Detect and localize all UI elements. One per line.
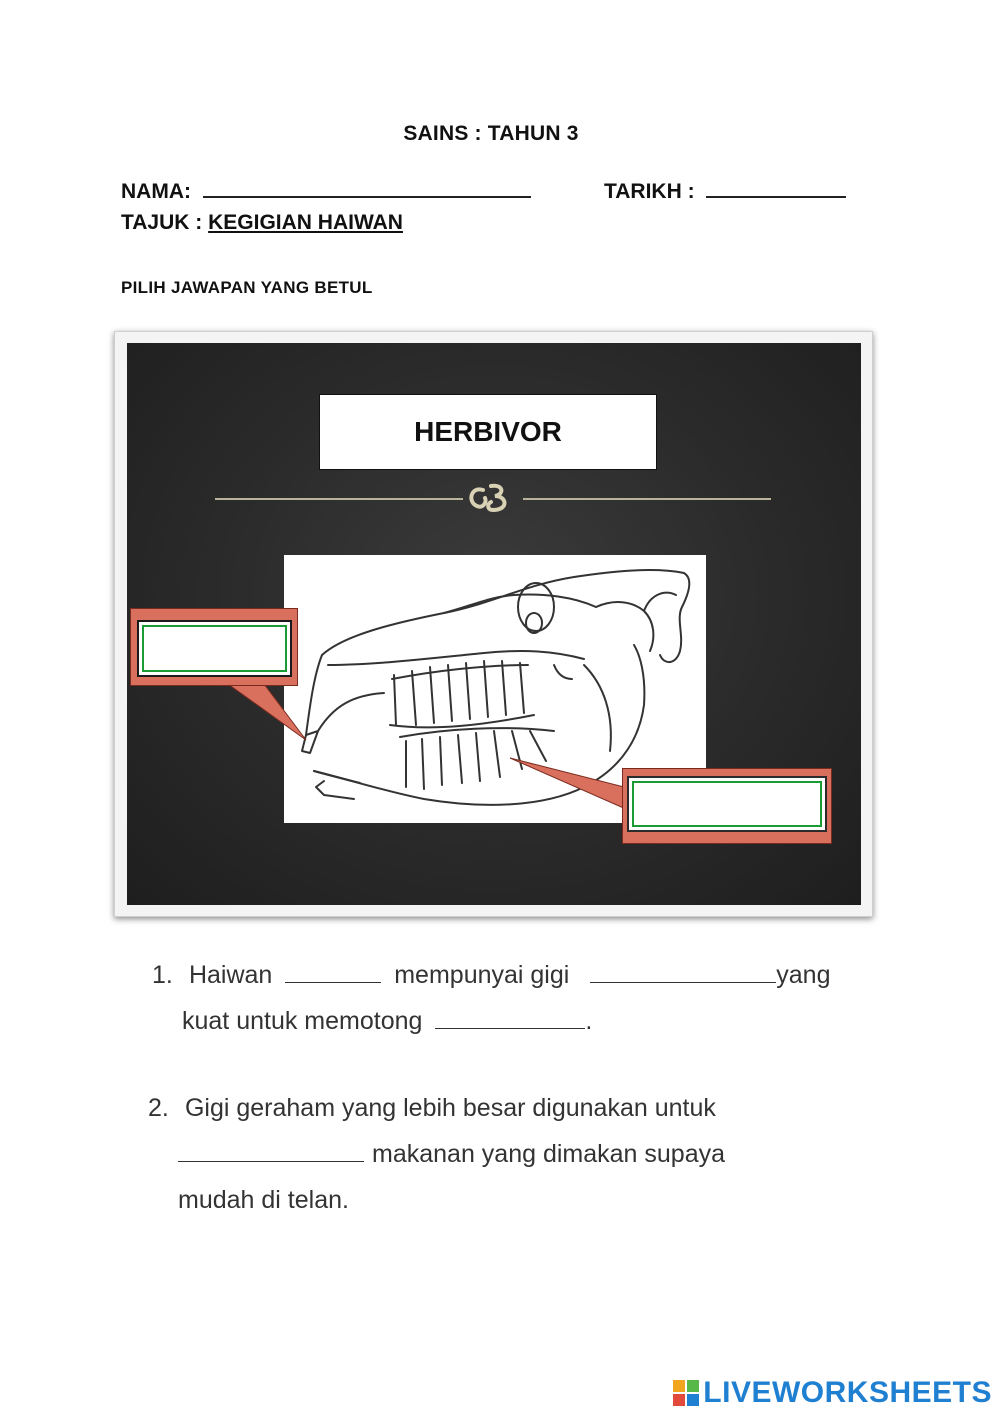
- molar-pointer-icon: [510, 758, 628, 810]
- question-1-number: 1.: [152, 961, 173, 989]
- topic-value: KEGIGIAN HAIWAN: [208, 211, 403, 234]
- question-2-blank-1[interactable]: [178, 1139, 364, 1162]
- question-2-text-c: mudah di telan.: [178, 1186, 349, 1214]
- question-1-blank-2[interactable]: [590, 960, 776, 983]
- liveworksheets-logo-icon: [673, 1380, 699, 1406]
- question-1-text-e: .: [585, 1007, 593, 1035]
- brand-text: LIVEWORKSHEETS: [703, 1376, 992, 1409]
- question-1: [152, 952, 912, 1044]
- question-2-line-3: [148, 1177, 908, 1223]
- question-1-text-b: mempunyai gigi: [394, 961, 570, 989]
- molar-answer-input[interactable]: [632, 781, 822, 827]
- question-1-text-a: Haiwan: [188, 961, 273, 989]
- front-teeth-pointer-icon: [228, 684, 306, 740]
- liveworksheets-brand: [673, 1376, 992, 1410]
- topic-label: TAJUK :: [121, 211, 203, 234]
- question-2-text-b: makanan yang dimakan supaya: [372, 1140, 726, 1168]
- question-1-line-2: [152, 998, 912, 1044]
- question-1-text-d: kuat untuk memotong: [182, 1007, 423, 1035]
- molar-answer-box[interactable]: [627, 776, 827, 832]
- front-teeth-answer-box[interactable]: [137, 620, 292, 677]
- question-1-line-1: [152, 952, 912, 998]
- question-2-number: 2.: [148, 1094, 169, 1122]
- question-1-blank-3[interactable]: [435, 1006, 585, 1029]
- date-label: TARIKH :: [604, 180, 695, 203]
- question-2-line-1: [148, 1085, 908, 1131]
- name-label: NAMA:: [121, 180, 191, 203]
- figure-title: HERBIVOR: [319, 394, 657, 470]
- question-2: [148, 1085, 908, 1223]
- question-2-text-a: Gigi geraham yang lebih besar digunakan untuk: [184, 1094, 716, 1122]
- question-1-text-c: yang: [776, 961, 831, 989]
- question-1-blank-1[interactable]: [285, 960, 381, 983]
- question-2-line-2: [148, 1131, 908, 1177]
- worksheet-subject: SAINS : TAHUN 3: [403, 122, 579, 145]
- instruction-text: PILIH JAWAPAN YANG BETUL: [121, 278, 373, 297]
- front-teeth-answer-input[interactable]: [142, 625, 287, 672]
